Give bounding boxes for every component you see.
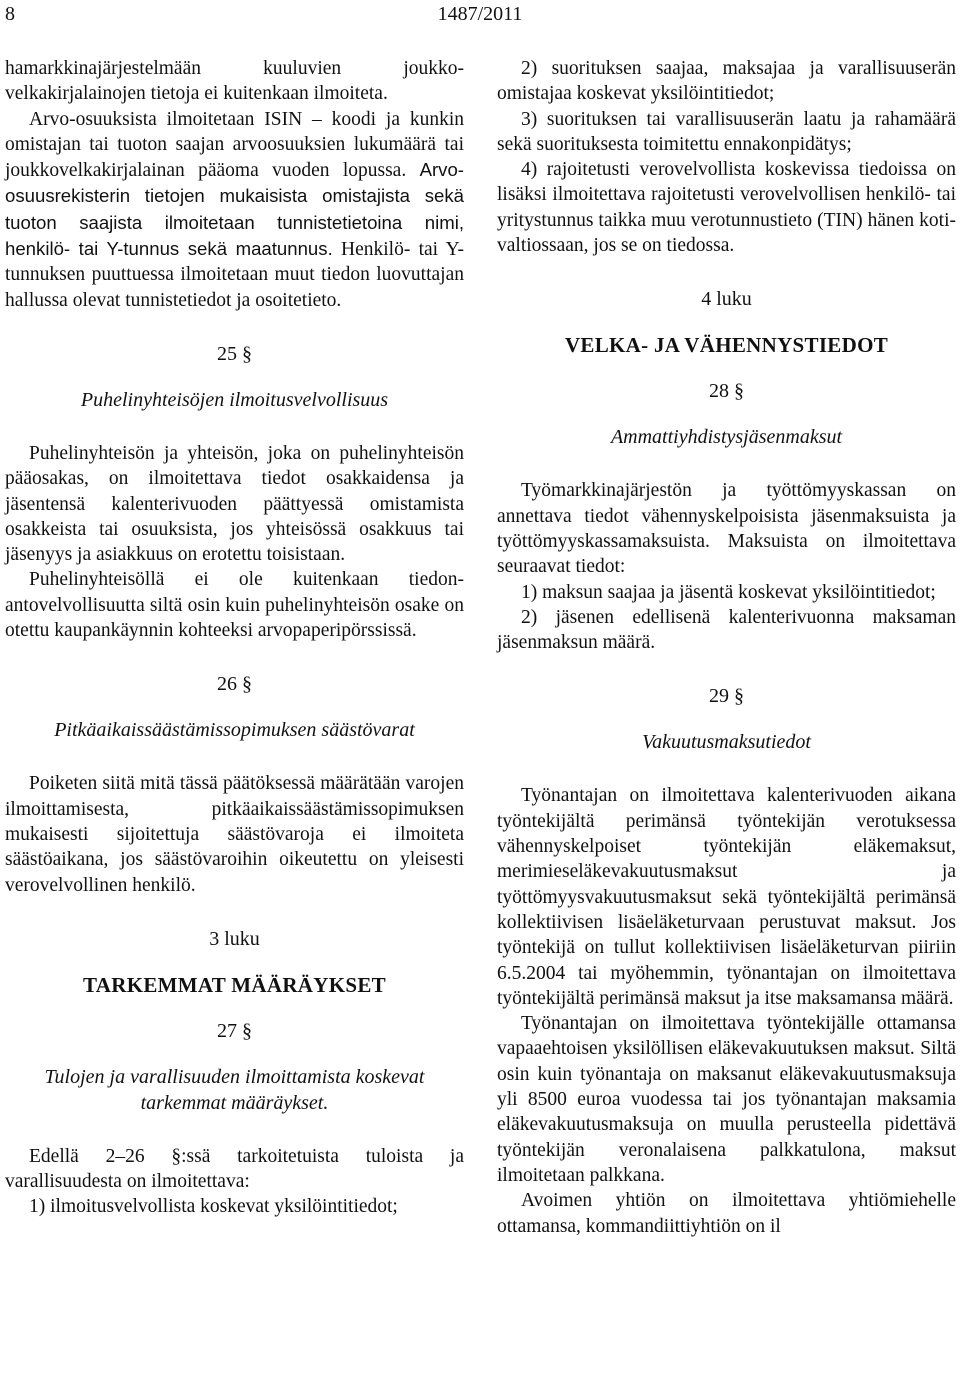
section-title: Tulojen ja varallisuuden ilmoittamista koskevat tarkemmat määräykset. xyxy=(44,1065,425,1114)
section-number: 27 § xyxy=(217,1019,252,1042)
chapter-title: TARKEMMAT MÄÄRÄYKSET xyxy=(83,972,386,997)
section-title: Vakuutusmaksutiedot xyxy=(642,731,811,754)
document-number: 1487/2011 xyxy=(437,3,523,25)
page-number: 8 xyxy=(5,3,15,25)
section-number: 25 § xyxy=(217,342,252,365)
section-number: 29 § xyxy=(709,685,744,708)
paragraph: 2) suorituksen saajaa, maksajaa ja varallisuuserän omistajaa koskevat yksilöintitiedot; xyxy=(497,58,956,105)
paragraph: 1) ilmoitusvelvollista koskevat yksilöintitiedot; xyxy=(29,1196,398,1218)
section-title: Pitkäaikaissäästämissopimuksen säästövarat xyxy=(54,719,415,742)
chapter-number: 3 luku xyxy=(209,927,260,950)
paragraph: Työnantajan on ilmoitettava kalenterivuoden aikana työntekijältä perimänsä työntekijän verotuksessa vähennyskelpoiset työntekijän eläkemaksut, merimieseläkevakuutusmaksut ja työttömyysvakuutusmaksut sekä työntekijältä perimänsä kollektiivisen lisäeläketurvaan perustuvat maksut. Jos työntekijä on tullut kollektiivisen lisäeläketurvan piiriin 6.5.2004 tai myöhemmin, työnantajan on ilmoitettava työntekijältä perimänsä maksut ja itse maksamansa määrä. xyxy=(497,785,956,1009)
paragraph: Työmarkkinajärjestön ja työttömyyskassan on annettava tiedot vähennyskelpoisista jäsenmaksuista ja työttömyyskassamaksuista. Maksuista on ilmoitettava seuraavat tiedot: xyxy=(497,480,956,578)
chapter-number: 4 luku xyxy=(701,288,752,311)
page-header xyxy=(0,0,960,32)
section-number: 28 § xyxy=(709,380,744,403)
paragraph: Työnantajan on ilmoitettava työntekijälle ottamansa vapaaehtoisen yksilöllisen eläkevakuutuksen maksut. Siltä osin kuin työnantaja on maksanut eläkevakuutusmaksuja yli 8500 euroa vuodessa tai jos työnantajan maksamia eläkevakuutusmaksuja on muulla perusteella pidettävä työntekijän veronalaisena palkkatulona, maksut ilmoitetaan palkkana. xyxy=(497,1013,956,1186)
paragraph: 4) rajoitetusti verovelvollista koskevissa tiedoissa on lisäksi ilmoitettava rajoitetusti verovelvollisen henkilö- tai yritystunnus taikka muu verotunnustieto (TIN) hänen kotivaltiossaan, jos se on tiedossa. xyxy=(497,159,956,257)
paragraph-text: Arvo-osuuksista ilmoitetaan ISIN – koodi ja kunkin omistajan tai tuoton saajan arvoosuuksien lukumäärä tai joukkovelkakirjalainan pääoma vuoden lopussa. xyxy=(5,108,464,182)
right-column xyxy=(497,56,956,1239)
left-column xyxy=(5,56,464,1220)
paragraph: Puhelinyhteisön ja yhteisön, joka on puhelinyhteisön pääosakas, on ilmoitettava tiedot osakkaidensa ja jäsentensä kalenterivuoden päättyessä omistamista osakkeista tai osuuksista, jos yhteisössä osakkuus tai jäsenyys ja asiakkuus on erotettu toisistaan. xyxy=(5,442,464,566)
paragraph xyxy=(5,107,464,313)
section-title: Puhelinyhteisöjen ilmoitusvelvollisuus xyxy=(80,388,389,411)
chapter-title: VELKA- JA VÄHENNYSTIEDOT xyxy=(564,333,889,358)
paragraph: Edellä 2–26 §:ssä tarkoitetuista tuloista ja varallisuudesta on ilmoitettava: xyxy=(5,1145,464,1193)
paragraph: Avoimen yhtiön on ilmoitettava yhtiömiehelle ottamansa, kommandiittiyhtiön on il xyxy=(497,1190,956,1237)
paragraph: Poiketen siitä mitä tässä päätöksessä määrätään varojen ilmoittamisesta, pitkäaikaissäästämissopimuksen mukaisesti sijoitettuja säästövaroja ei ilmoiteta säästöaikana, jos säästövaroihin oikeutettu on yleisesti verovelvollinen henkilö. xyxy=(5,773,464,896)
paragraph-text: Henkilö- tai Y-tunnuksen puuttuessa ilmoitetaan muut tiedon luovuttajan hallussa olevat tunnistetiedot ja osoitetieto. xyxy=(5,239,465,311)
section-title: Ammattiyhdistysjäsenmaksut xyxy=(610,426,843,449)
paragraph: 1) maksun saajaa ja jäsentä koskevat yksilöintitiedot; xyxy=(521,581,936,603)
paragraph: Puhelinyhteisöllä ei ole kuitenkaan tiedonantovelvollisuutta siltä osin kuin puhelinyhteisön osake on otettu kaupankäynnin kohteeksi arvopaperipörssissä. xyxy=(5,569,464,642)
paragraph: 3) suorituksen tai varallisuuserän laatu ja rahamäärä sekä suorituksesta toimitettu ennakonpidätys; xyxy=(497,108,956,155)
paragraph: hamarkkinajärjestelmään kuuluvien joukkovelkakirjalainojen tietoja ei kuitenkaan ilmoiteta. xyxy=(5,58,464,105)
section-number: 26 § xyxy=(217,673,252,696)
paragraph: 2) jäsenen edellisenä kalenterivuonna maksaman jäsenmaksun määrä. xyxy=(497,606,956,654)
paragraph-text: Arvo-osuusrekisterin tietojen mukaisista omistajista sekä tuoton saajista ilmoitetaan tunnistetietoina nimi, henkilö- tai Y-tunnus sekä maatunnus. xyxy=(5,159,464,260)
